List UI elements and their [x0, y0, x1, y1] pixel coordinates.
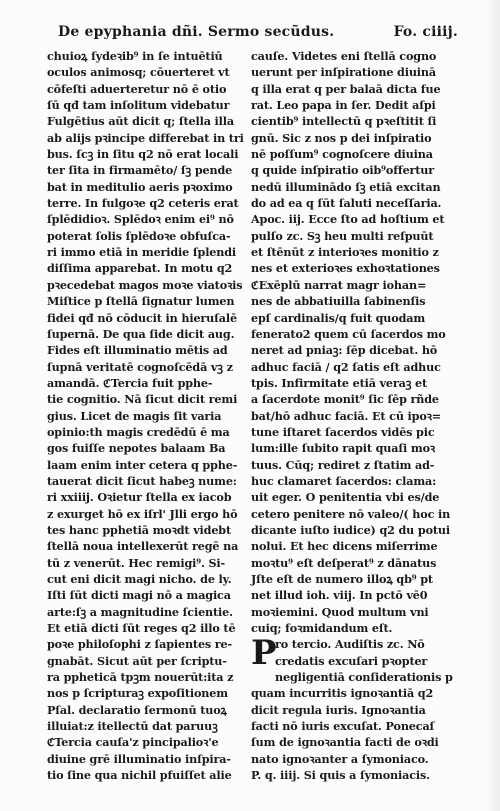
text-line: bat/hō adhuc faciā. Et cū ipoꝛ= [251, 408, 442, 423]
text-line: ri xxiiij. Oꝛietur ſtella ex iacob [47, 490, 232, 505]
text-line: lum:ille ſubito rapit quaſi moꝛ [251, 441, 436, 456]
text-line: nedū illuminādo ſꝫ etiā excitan [251, 179, 441, 194]
text-line: laam enim inter cetera q pphe- [47, 457, 238, 472]
text-line: z exurget hō ex iſrl' Jlli ergo hō [47, 506, 238, 521]
new-section [251, 633, 456, 783]
text-line: cōfeſti aduerteretur nō ē otio [47, 81, 227, 96]
right-column-top-text [251, 48, 456, 636]
text-line: do ad ea q ſūt ſaluti neceſſaria. [251, 196, 442, 211]
running-title: De epyphania dñi. Sermo secũdus. [58, 24, 335, 40]
text-line: uerunt per inſpiratione diuinā [251, 65, 436, 80]
text-line: ri immo etiā in meridie ſplendi [47, 245, 237, 260]
text-line: negligentiā conſiderationis p [275, 670, 453, 685]
text-line: bus. ſcꝫ in ſitu q2 nō erat locali [47, 147, 239, 162]
text-line: poꝛe philoſophi z ſapientes re- [47, 637, 233, 652]
text-line: neret ad pniaꝫ: ſēp dicebat. hō [251, 343, 438, 358]
text-line: tie cognitio. Nā ſicut dicit remi [47, 392, 238, 407]
text-line: ter ſita in firmamēto/ ſꝫ pende [47, 163, 233, 178]
text-line: arte:ſꝫ a magnitudine ſcientie. [47, 604, 233, 619]
text-line: tauerat dicit ſicut habeꝫ nume: [47, 473, 237, 488]
text-line: ro tercio. Audiſtis zc. Nō [275, 637, 425, 652]
text-line: Apoc. iij. Ecce ſto ad hoſtium et [251, 212, 445, 227]
text-line: chuioꝝ ſydeꝛib⁹ in ſe intuētiū [47, 49, 223, 63]
text-line: diſſima apparebat. In motu q2 [47, 261, 233, 276]
text-line: pulſo zc. Sꝫ heu multi reſpuūt [251, 228, 434, 243]
text-line: moꝛiemini. Quod multum vni [251, 604, 429, 619]
text-line: bat in meditulio aeris pꝛoximo [47, 179, 233, 194]
text-line: Pſal. declaratio ſermonū tuoꝝ [47, 702, 227, 717]
text-line: tū z venerūt. Hec remigi⁹. Si- [47, 555, 226, 570]
text-line: ℭTercia cauſa'z pincipalioꝛ'e [47, 735, 219, 750]
text-line: cientib⁹ intellectū q pꝛeſtitit ſi [251, 114, 437, 129]
text-line: huc clamaret ſacerdos: clama: [251, 473, 437, 488]
text-line: gos fuiſſe nepotes balaam Ba [47, 441, 226, 456]
text-line: pꝛecedebat magos moꝛe viatoꝛis [47, 277, 243, 292]
text-line: nes de abbatiuilla ſabinenſis [251, 294, 426, 309]
text-line: credatis excuſari pꝛopter [275, 653, 428, 668]
text-line: epſ cardinalis/q fuit quodam [251, 310, 426, 325]
text-line: gnabāt. Sicut aūt per ſcriptu- [47, 653, 227, 668]
text-line: fidei qđ nō cōducit in hieruſalē [47, 310, 237, 325]
scan-edge-shadow [486, 0, 500, 811]
text-line: cauſe. Videtes eni ſtellā cogno [251, 49, 437, 63]
text-line: terre. In fulgoꝛe q2 ceteris erat [47, 196, 239, 211]
text-line: nato ignoꝛanter a ſymoniaco. [251, 751, 429, 766]
text-line: ſupernā. De qua ſide dicit aug. [47, 326, 235, 341]
text-line: nos p ſcripturaꝫ expoſitionem [47, 686, 228, 701]
text-line: nes et exterioꝛes exhoꝛtationes [251, 261, 440, 276]
text-line: Miſtice p ſtellā ſignatur lumen [47, 294, 235, 309]
right-text-column [251, 48, 456, 783]
text-line: ra ppheticā tpꝫm nouerūt:ita z [47, 670, 234, 685]
text-line: et ſtēnūt z interioꝛes monitio z [251, 245, 439, 260]
text-line: opinio:th magis credēdū ē ma [47, 424, 230, 439]
text-line: uit eger. O penitentia vbi es/de [251, 490, 440, 505]
text-line: q quide inſpiratio oib⁹offertur [251, 163, 435, 178]
text-line: adhuc faciā / q2 ſatis eſt adhuc [251, 359, 441, 374]
text-line: ſupnā veritatē cognoſcēdā vꝫ z [47, 359, 233, 374]
text-line: ſplēdidioꝛ. Splēdoꝛ enim ei⁹ nō [47, 212, 234, 227]
text-line: Fides eſt illuminatio mētis ad [47, 343, 228, 358]
text-line: Iſti ſūt dicti magi nō a magica [47, 588, 231, 603]
text-line: moꝛtu⁹ eſt deſperat⁹ z dānatus [251, 555, 437, 570]
text-line: dicante iuſto iudice) q2 du potui [251, 522, 450, 537]
text-line: ab alijs pꝛincipe differebat in tri [47, 130, 244, 145]
text-line: cetero penitere nō valeo/( hoc in [251, 506, 451, 521]
text-line: diuine grē illuminatio inſpira- [47, 751, 231, 766]
text-line: Jſte eſt de numero illoꝝ qb⁹ pt [251, 572, 433, 586]
text-line: oculos animosq; cōuerteret vt [47, 65, 230, 80]
text-line: rat. Leo papa in ſer. Dedit aſpi [251, 98, 436, 113]
text-line: dicit regula iuris. Ignoꝛantia [251, 702, 426, 717]
text-line: tes hanc pphetiā moꝛdt videbt [47, 522, 231, 537]
text-line: tpis. Infirmitate etiā veraꝫ et [251, 375, 428, 390]
text-line: ſū qđ tam inſolitum videbatur [47, 98, 230, 113]
text-line: ſtellā noua intellexerūt regē na [47, 539, 239, 554]
text-line: ℭExēplū narrat magr iohan= [251, 277, 427, 292]
text-line: cut eni dicit magi nicho. de ly. [47, 572, 232, 586]
text-line: nolui. Et hec dicens miſerrime [251, 539, 438, 554]
text-line: gius. Licet de magis ſit varia [47, 408, 222, 423]
text-line: tio ſine qua nichil pfuiſſet alie [47, 768, 232, 783]
text-line: nē poſſum⁹ cognoſcere diuina [251, 147, 433, 162]
text-line: poterat ſolis ſplēdoꝛe obfuſca- [47, 228, 231, 243]
text-line: a ſacerdote monit⁹ ſic ſēp rñde [251, 392, 439, 407]
text-line: cuiq; foꝛmidandum eſt. [251, 621, 393, 636]
text-line: P. q. iiij. Si quis a ſymoniacis. [251, 768, 430, 783]
text-line: net illud ioh. viij. In pctō vē0 [251, 588, 428, 603]
page-header [58, 18, 458, 46]
text-line: quam incurritis ignoꝛantiā q2 [251, 686, 434, 701]
text-line: tuus. Cūq; rediret z ſtatim ad- [251, 457, 435, 472]
text-line: q illa erat q per balaā dicta fue [251, 81, 441, 96]
text-line: fenerato2 quem cū ſacerdos mo [251, 326, 446, 341]
text-line: gnū. Sic z nos p dei inſpiratio [251, 130, 432, 145]
right-column-bottom-text [251, 633, 456, 783]
folio-number: Fo. ciiij. [393, 24, 458, 40]
left-text-column [47, 48, 247, 783]
text-line: amandā. ℭTercia fuit pphe- [47, 375, 213, 390]
text-line: facti nō iuris excuſat. Ponecaſ [251, 719, 435, 734]
text-line: ſum de ignoꝛantia facti de oꝛdi [251, 735, 439, 750]
drop-cap-letter: P [251, 633, 277, 674]
text-line: tune iſtaret ſacerdos vidēs pic [251, 424, 435, 439]
text-line: Fulgētius aūt dicit q; ſtella illa [47, 114, 234, 129]
text-line: Et etiā dicti ſūt reges q2 illo tē [47, 621, 236, 636]
text-line: illuiat:z itellectū dat paruuꝫ [47, 719, 218, 734]
